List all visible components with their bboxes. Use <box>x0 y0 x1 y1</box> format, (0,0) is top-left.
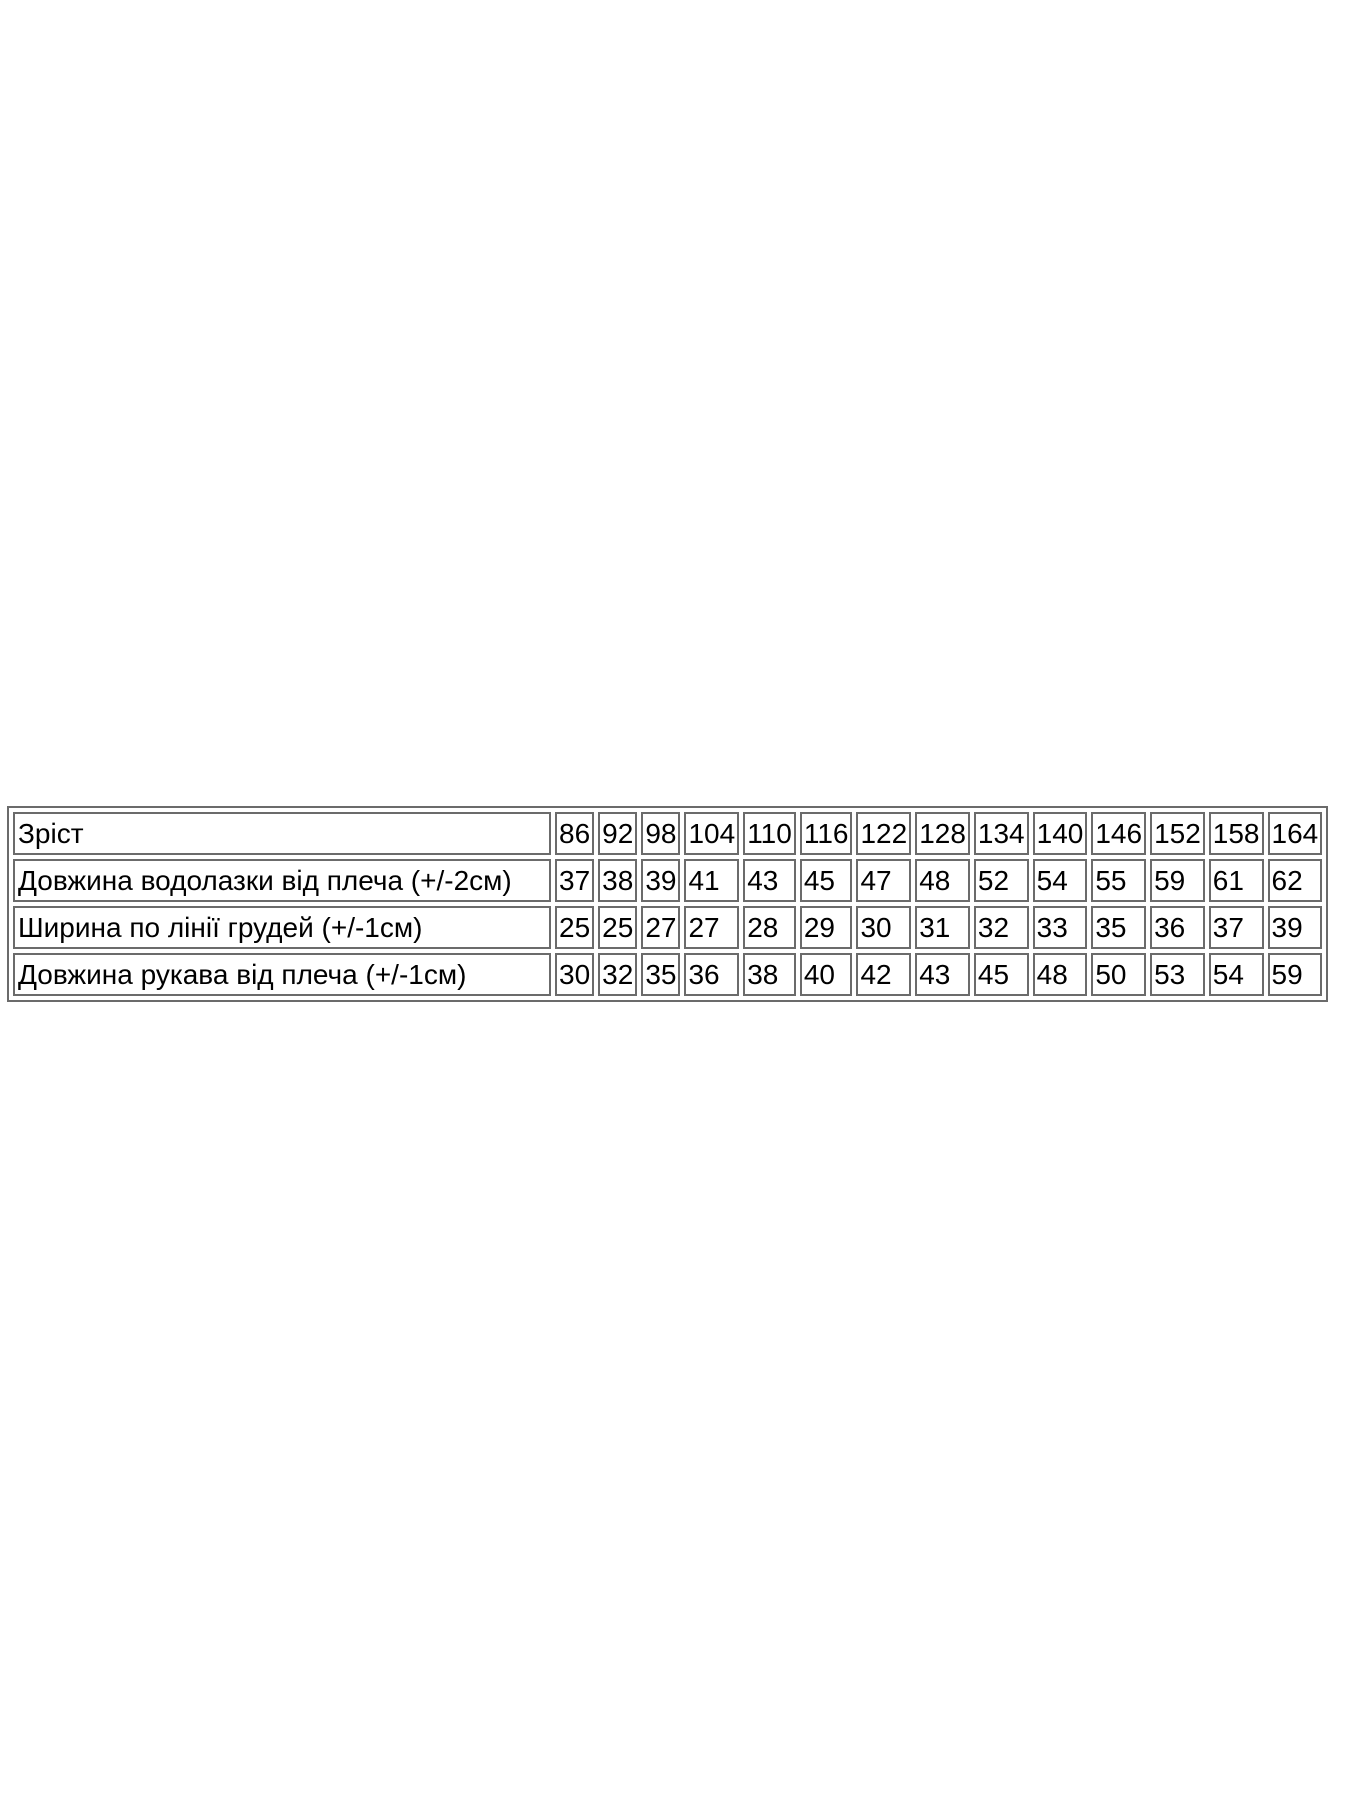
size-value-cell: 45 <box>800 859 853 902</box>
size-value-cell: 158 <box>1209 812 1264 855</box>
size-value-cell: 54 <box>1033 859 1088 902</box>
size-value-cell: 27 <box>641 906 680 949</box>
size-value-cell: 45 <box>974 953 1029 996</box>
size-value-cell: 59 <box>1150 859 1205 902</box>
row-label-cell: Ширина по лінії грудей (+/-1см) <box>13 906 551 949</box>
size-value-cell: 25 <box>598 906 637 949</box>
size-value-cell: 31 <box>915 906 970 949</box>
table-row-height <box>13 812 1322 855</box>
size-table-body <box>13 812 1322 996</box>
size-value-cell: 55 <box>1091 859 1146 902</box>
size-table-wrap <box>7 806 1328 1002</box>
size-value-cell: 32 <box>974 906 1029 949</box>
size-value-cell: 52 <box>974 859 1029 902</box>
size-value-cell: 40 <box>800 953 853 996</box>
size-value-cell: 164 <box>1268 812 1323 855</box>
size-value-cell: 39 <box>1268 906 1323 949</box>
size-value-cell: 32 <box>598 953 637 996</box>
size-value-cell: 38 <box>743 953 796 996</box>
size-value-cell: 61 <box>1209 859 1264 902</box>
size-value-cell: 62 <box>1268 859 1323 902</box>
size-value-cell: 42 <box>856 953 911 996</box>
size-value-cell: 35 <box>1091 906 1146 949</box>
size-value-cell: 50 <box>1091 953 1146 996</box>
size-value-cell: 98 <box>641 812 680 855</box>
size-value-cell: 54 <box>1209 953 1264 996</box>
size-value-cell: 116 <box>800 812 853 855</box>
size-value-cell: 92 <box>598 812 637 855</box>
size-value-cell: 37 <box>555 859 594 902</box>
size-value-cell: 37 <box>1209 906 1264 949</box>
size-value-cell: 86 <box>555 812 594 855</box>
size-value-cell: 39 <box>641 859 680 902</box>
row-label-cell: Зріст <box>13 812 551 855</box>
size-value-cell: 41 <box>684 859 739 902</box>
size-value-cell: 43 <box>743 859 796 902</box>
size-value-cell: 38 <box>598 859 637 902</box>
size-value-cell: 134 <box>974 812 1029 855</box>
size-value-cell: 27 <box>684 906 739 949</box>
size-value-cell: 30 <box>856 906 911 949</box>
size-value-cell: 36 <box>684 953 739 996</box>
size-value-cell: 110 <box>743 812 796 855</box>
size-value-cell: 152 <box>1150 812 1205 855</box>
size-value-cell: 128 <box>915 812 970 855</box>
size-value-cell: 122 <box>856 812 911 855</box>
row-label-cell: Довжина рукава від плеча (+/-1см) <box>13 953 551 996</box>
size-value-cell: 33 <box>1033 906 1088 949</box>
size-value-cell: 30 <box>555 953 594 996</box>
size-value-cell: 36 <box>1150 906 1205 949</box>
size-value-cell: 29 <box>800 906 853 949</box>
size-value-cell: 146 <box>1091 812 1146 855</box>
table-row-turtleneck-length <box>13 859 1322 902</box>
size-value-cell: 43 <box>915 953 970 996</box>
table-row-chest-width <box>13 906 1322 949</box>
size-value-cell: 28 <box>743 906 796 949</box>
size-value-cell: 47 <box>856 859 911 902</box>
size-value-cell: 25 <box>555 906 594 949</box>
size-table <box>7 806 1328 1002</box>
table-row-sleeve-length <box>13 953 1322 996</box>
row-label-cell: Довжина водолазки від плеча (+/-2см) <box>13 859 551 902</box>
size-value-cell: 48 <box>1033 953 1088 996</box>
size-value-cell: 59 <box>1268 953 1323 996</box>
size-value-cell: 104 <box>684 812 739 855</box>
size-value-cell: 48 <box>915 859 970 902</box>
size-value-cell: 140 <box>1033 812 1088 855</box>
size-value-cell: 53 <box>1150 953 1205 996</box>
size-value-cell: 35 <box>641 953 680 996</box>
